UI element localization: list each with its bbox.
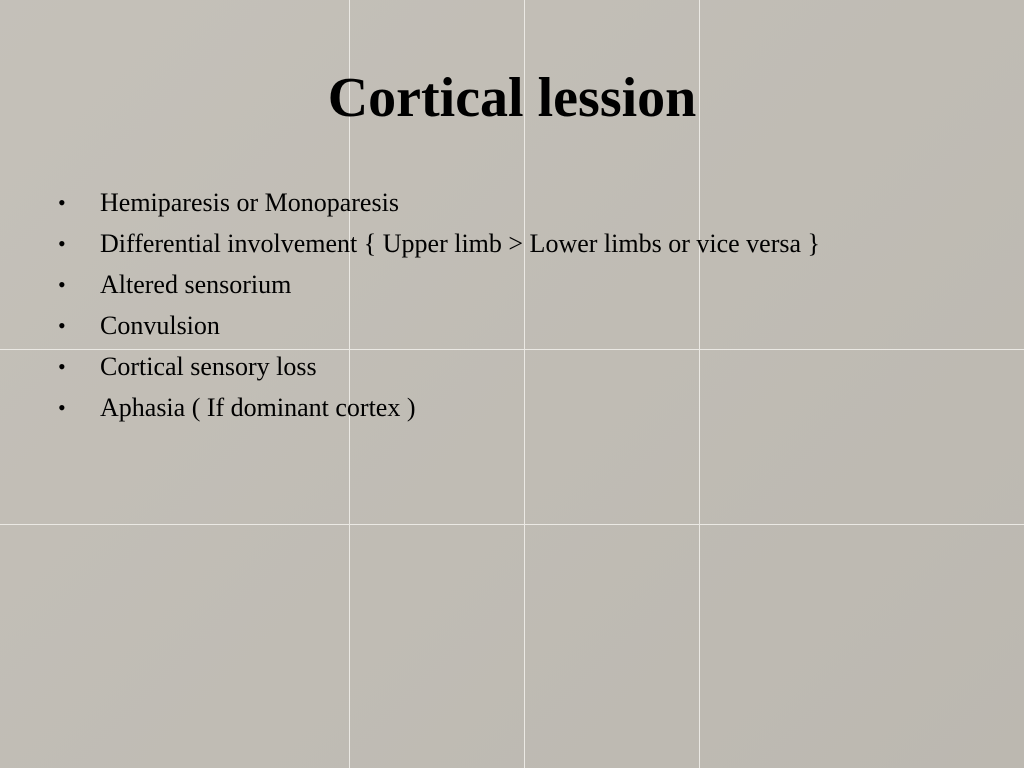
bullet-item [58, 264, 820, 305]
bullet-text: Convulsion [100, 311, 220, 340]
bullet-item [58, 387, 820, 428]
bullet-text: Altered sensorium [100, 270, 292, 299]
bullet-icon: • [58, 354, 66, 379]
bullet-text: Differential involvement { Upper limb > Lower limbs or vice versa } [100, 229, 821, 258]
bullet-text: Cortical sensory loss [100, 352, 317, 381]
bullet-icon: • [58, 313, 66, 338]
bullet-item [58, 305, 820, 346]
bullet-icon: • [58, 395, 66, 420]
bullet-item [58, 346, 820, 387]
bullet-item [58, 182, 820, 223]
bullet-item [58, 223, 820, 264]
bullet-icon: • [58, 190, 66, 215]
bullet-icon: • [58, 231, 66, 256]
bullet-icon: • [58, 272, 66, 297]
bullet-text: Hemiparesis or Monoparesis [100, 188, 399, 217]
slide-title: Cortical lession [327, 67, 697, 129]
bullet-list [58, 182, 820, 428]
bullet-text: Aphasia ( If dominant cortex ) [100, 393, 416, 422]
grid-divider-horizontal [0, 524, 1024, 525]
